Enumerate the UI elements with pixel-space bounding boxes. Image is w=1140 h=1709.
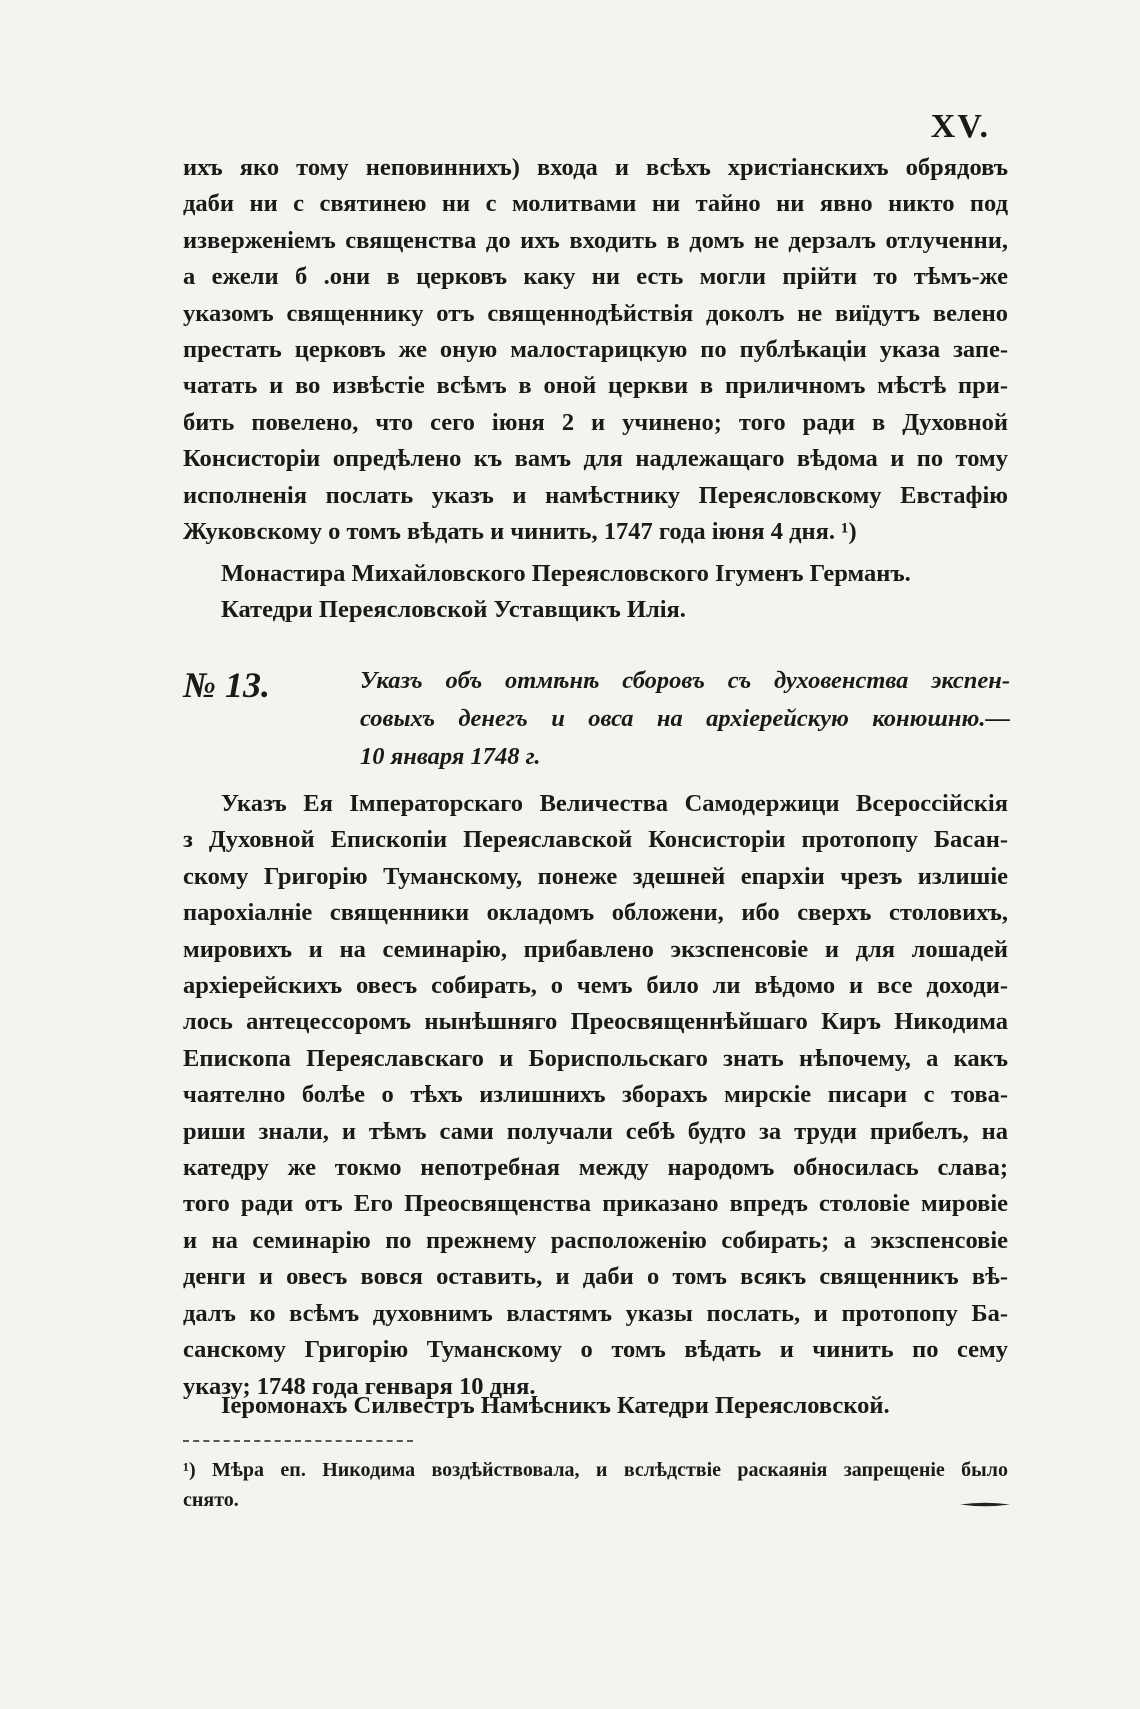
footnote-line: снято. — [183, 1489, 239, 1511]
text-line: бить повелено, что сего іюня 2 и учинено; того ради в Духовной — [183, 408, 1008, 436]
text-line: лось антецессоромъ нынѣшняго Преосвященнѣйшаго Киръ Никодима — [183, 1008, 1008, 1036]
text-line: того ради отъ Его Преосвященства приказано впредъ столовіе мировіе — [183, 1190, 1008, 1218]
text-line: и на семинарію по прежнему расположенію собирать; а экзспенсовіе — [183, 1226, 1008, 1254]
signature-line: Іеромонахъ Силвестръ Намѣсникъ Катедри Переясловской. — [221, 1392, 890, 1419]
text-line: чатать и во извѣстіе всѣмъ в оной церкви в приличномъ мѣстѣ при- — [183, 372, 1008, 400]
footnote — [183, 1455, 1008, 1515]
signature-line: Монастира Михайловского Переясловского Ігуменъ Германъ. — [221, 560, 911, 587]
section-title — [360, 662, 1010, 776]
text-line: даби ни с святинею ни с молитвами ни тайно ни явно никто под — [183, 190, 1008, 218]
text-line: Консисторіи опредѣлено къ вамъ для надлежащаго вѣдома и по тому — [183, 445, 1008, 473]
text-line: денги и овесъ вовся оставить, и даби о томъ всякъ священникъ вѣ- — [183, 1263, 1008, 1291]
footnote-rule — [183, 1440, 413, 1442]
section-title-line: Указъ объ отмѣнѣ сборовъ съ духовенства экспен- — [360, 667, 1010, 694]
text-line: изверженіемъ священства до ихъ входить в домъ не дерзалъ отлученни, — [183, 226, 1008, 254]
page-number: XV. — [930, 108, 990, 145]
text-line: указу; 1748 года генваря 10 дня. — [183, 1372, 536, 1400]
text-line: катедру же токмо непотребная между народомъ обносилась слава; — [183, 1154, 1008, 1182]
end-ornament-icon — [960, 1502, 1010, 1507]
text-line: скому Григорію Туманскому, понеже здешней епархіи чрезъ излишіе — [183, 862, 1008, 890]
signature-line: Катедри Переясловской Уставщикъ Илія. — [221, 596, 686, 624]
text-line: Епископа Переяславскаго и Бориспольскаго знать нѣпочему, а какъ — [183, 1044, 1008, 1072]
text-line: указомъ священнику отъ священнодѣйствія доколъ не виїдутъ велено — [183, 299, 1008, 327]
text-line: Жуковскому о томъ вѣдать и чинить, 1747 года іюня 4 дня. ¹) — [183, 518, 857, 546]
text-line: исполненія послать указъ и намѣстнику Переясловскому Евстафію — [183, 481, 1008, 509]
top-signatures — [221, 556, 1008, 629]
section-title-line: совыхъ денегъ и овса на архіерейскую конюшню.— — [360, 705, 1010, 732]
text-line: престать церковъ же оную малостарицкую по публѣкаціи указа запе- — [183, 336, 1008, 364]
text-line: а ежели б .они в церковъ каку ни есть могли прійти то тѣмъ-же — [183, 263, 1008, 291]
text-line: санскому Григорію Туманскому о томъ вѣдать и чинить по сему — [183, 1336, 1008, 1364]
text-line: з Духовной Епископіи Переяславской Консисторіи протопопу Басан- — [183, 826, 1008, 854]
body-signature — [221, 1388, 1008, 1424]
text-line: мировихъ и на семинарію, прибавлено экзспенсовіе и для лошадей — [183, 935, 1008, 963]
body-paragraph — [183, 786, 1008, 1405]
text-line: чаятелно болѣе о тѣхъ излишнихъ зборахъ мирскіе писари с това- — [183, 1081, 1008, 1109]
text-line: ихъ яко тому неповиннихъ) входа и всѣхъ христіанскихъ обрядовъ — [183, 154, 1008, 181]
footnote-line: ¹) Мѣра еп. Никодима воздѣйствовала, и вслѣдствіе раскаянія запрещеніе было — [183, 1459, 1008, 1481]
text-line: архіерейскихъ овесъ собирать, о чемъ било ли вѣдомо и все доходи- — [183, 972, 1008, 1000]
section-number: № 13. — [183, 665, 270, 705]
text-line: далъ ко всѣмъ духовнимъ властямъ указы послать, и протопопу Ба- — [183, 1299, 1008, 1327]
text-line: пароxіалніе священники окладомъ обложени, ибо сверхъ столовихъ, — [183, 899, 1008, 927]
text-line: риши знали, и тѣмъ сами получали себѣ будто за труди прибелъ, на — [183, 1117, 1008, 1145]
section-title-line: 10 января 1748 г. — [360, 743, 541, 770]
text-line: Указъ Ея Імператорскаго Величества Самодержици Всероссійскія — [221, 790, 1008, 817]
top-paragraph — [183, 150, 1008, 550]
